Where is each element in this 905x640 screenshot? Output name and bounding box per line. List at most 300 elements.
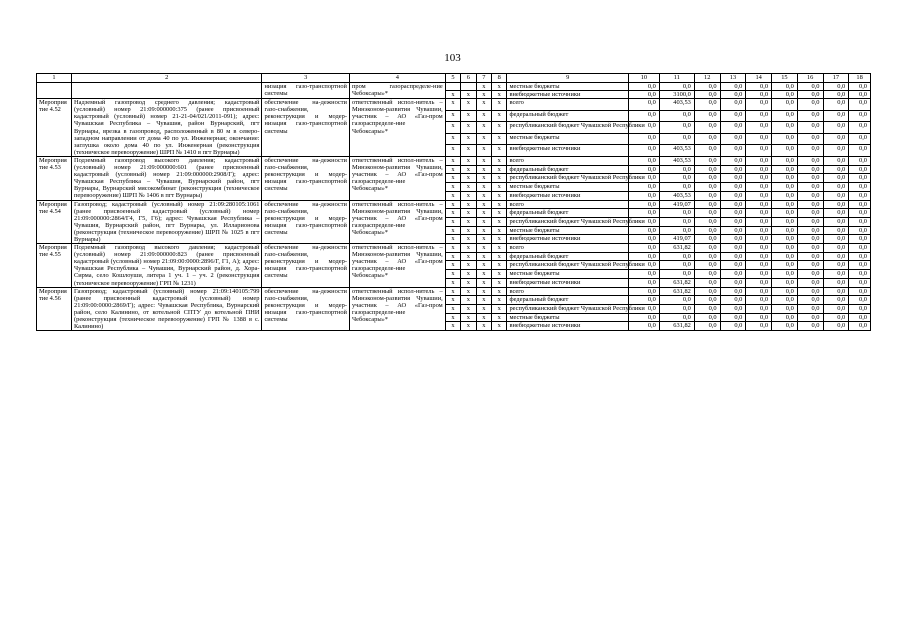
funding-value: 0,0 [849, 83, 871, 91]
funding-value: 0,0 [823, 183, 849, 192]
code-mark: x [445, 235, 460, 244]
funding-value: 0,0 [823, 83, 849, 91]
funding-value: 0,0 [772, 191, 798, 200]
funding-value: 0,0 [823, 261, 849, 270]
funding-value: 0,0 [659, 183, 694, 192]
funding-value: 0,0 [694, 191, 720, 200]
code-mark: x [492, 209, 507, 218]
funding-value: 0,0 [823, 217, 849, 226]
funding-value: 0,0 [628, 226, 659, 235]
column-number: 14 [746, 74, 772, 83]
table-row [37, 244, 871, 253]
funding-value: 0,0 [823, 209, 849, 218]
code-mark: x [476, 133, 491, 145]
code-mark: x [476, 226, 491, 235]
code-mark: x [492, 296, 507, 305]
funding-value: 403,53 [659, 145, 694, 157]
code-mark: x [445, 110, 460, 122]
code-mark: x [445, 252, 460, 261]
funding-value: 0,0 [746, 235, 772, 244]
funding-value: 0,0 [720, 165, 746, 174]
funding-value: 0,0 [694, 296, 720, 305]
funding-value: 0,0 [772, 296, 798, 305]
funding-value: 0,0 [797, 261, 823, 270]
funding-value: 0,0 [628, 174, 659, 183]
code-mark: x [476, 278, 491, 287]
funding-value: 0,0 [772, 305, 798, 314]
funding-source: местные бюджеты [507, 133, 628, 145]
funding-value: 0,0 [628, 191, 659, 200]
code-mark: x [476, 217, 491, 226]
funding-value: 0,0 [823, 165, 849, 174]
code-mark: x [445, 145, 460, 157]
code-mark: x [476, 165, 491, 174]
funding-value: 0,0 [659, 133, 694, 145]
code-mark: x [445, 133, 460, 145]
code-mark: x [461, 305, 476, 314]
code-mark: x [492, 145, 507, 157]
code-mark: x [492, 133, 507, 145]
funding-value: 0,0 [797, 156, 823, 165]
funding-source: республиканский бюджет Чувашской Республики [507, 217, 628, 226]
code-mark: x [476, 156, 491, 165]
code-mark: x [445, 99, 460, 111]
table-row [37, 156, 871, 165]
funding-source: местные бюджеты [507, 313, 628, 322]
funding-value: 0,0 [720, 91, 746, 99]
funding-value: 0,0 [823, 122, 849, 134]
funding-value: 403,53 [659, 156, 694, 165]
funding-source: местные бюджеты [507, 270, 628, 279]
funding-value: 0,0 [746, 200, 772, 209]
funding-value: 0,0 [849, 133, 871, 145]
funding-value: 0,0 [823, 287, 849, 296]
code-mark: x [492, 91, 507, 99]
funding-value: 0,0 [849, 287, 871, 296]
funding-value: 0,0 [720, 83, 746, 91]
code-mark: x [492, 226, 507, 235]
code-mark: x [476, 145, 491, 157]
funding-value: 0,0 [720, 133, 746, 145]
funding-value: 0,0 [720, 156, 746, 165]
code-mark: x [492, 165, 507, 174]
code-mark: x [445, 313, 460, 322]
funding-value: 0,0 [720, 183, 746, 192]
code-mark: x [461, 313, 476, 322]
funding-value: 0,0 [772, 156, 798, 165]
code-mark: x [492, 322, 507, 331]
funding-value: 0,0 [659, 313, 694, 322]
code-mark: x [492, 156, 507, 165]
funding-value: 0,0 [849, 252, 871, 261]
column-number: 17 [823, 74, 849, 83]
code-mark: x [445, 200, 460, 209]
code-mark: x [476, 252, 491, 261]
code-mark: x [492, 191, 507, 200]
funding-value: 0,0 [694, 83, 720, 91]
activity-id: Мероприятие 4.53 [37, 156, 72, 200]
funding-value: 0,0 [694, 217, 720, 226]
funding-value: 0,0 [849, 200, 871, 209]
activity-goal: обеспечение на-дежности газо-снабжения, реконструкция и модер-низация газо-транспортной системы [262, 156, 350, 200]
funding-value: 0,0 [628, 313, 659, 322]
code-mark: x [461, 122, 476, 134]
funding-value: 0,0 [720, 191, 746, 200]
funding-value: 0,0 [659, 261, 694, 270]
funding-value: 0,0 [849, 244, 871, 253]
funding-value: 0,0 [797, 235, 823, 244]
activity-description: Подземный газопровод высокого давления; кадастровый (условный) номер 21:09:000000:601 (ранее присвоенный кадастровый (условный) номер 21:09:000000:2908/Г); адрес: Чувашская Республика – Чувашия, Вурнарский район, пгт Вурнары, Вурнарский мясокомбинат (реконструкция (техническое перевооружение) ШРП № 1406 в пгт Вурнары) [72, 156, 262, 200]
column-number: 8 [492, 74, 507, 83]
funding-value: 0,0 [720, 296, 746, 305]
funding-source: федеральный бюджет [507, 165, 628, 174]
funding-value: 0,0 [720, 235, 746, 244]
code-mark: x [461, 235, 476, 244]
funding-value: 0,0 [746, 209, 772, 218]
funding-value: 0,0 [797, 99, 823, 111]
activity-description: Газопровод; кадастровый (условный) номер 21:09:140105:799 (ранее присвоенный кадастровый (условный) номер 21:09:00:0000:2869/Г); адрес: Чувашская Республика, Вурнарский район, село Калинино, от котельной СПТУ до котельной ПНИ (реконструкция (техническое перевооружение) ГРП № 1388 в с. Калинино) [72, 287, 262, 331]
code-mark: x [445, 261, 460, 270]
table-row [37, 287, 871, 296]
funding-value: 0,0 [772, 165, 798, 174]
funding-value: 0,0 [772, 200, 798, 209]
funding-value: 0,0 [720, 287, 746, 296]
activity-executor: ответственный испол-нитель – Минэконом-развития Чувашии, участник – АО «Газ-пром газораспределе-ние Чебоксары»* [349, 156, 445, 200]
funding-value: 0,0 [694, 261, 720, 270]
funding-value: 0,0 [628, 209, 659, 218]
table-row [37, 83, 871, 91]
code-mark: x [492, 122, 507, 134]
funding-value: 0,0 [772, 252, 798, 261]
funding-value: 0,0 [772, 226, 798, 235]
code-mark: x [492, 200, 507, 209]
code-mark: x [492, 270, 507, 279]
funding-value: 0,0 [694, 133, 720, 145]
activity-description: Надземный газопровод среднего давления; кадастровый (условный) номер 21:09:000000:375 (ранее присвоенный кадастровый (условный) номер 21-21-04/021/2011-091); адрес: Чувашская Республика – Чувашия, район Вурнарский, пгт Вурнары, врезка в газопровод, расположенный в 80 м в северо-западном направлении от дома 40 по ул. Инженерная; окончание: заглушка около дома 40 по ул. Инженерная (реконструкция (техническое перевооружение) ШРП № 1410 в пгт Вурнары) [72, 99, 262, 157]
funding-value: 419,07 [659, 200, 694, 209]
code-mark: x [461, 261, 476, 270]
funding-source: внебюджетные источники [507, 322, 628, 331]
funding-value: 0,0 [746, 99, 772, 111]
code-mark: x [461, 287, 476, 296]
code-mark: x [445, 305, 460, 314]
funding-value: 0,0 [746, 270, 772, 279]
funding-value: 0,0 [772, 145, 798, 157]
funding-value: 0,0 [746, 83, 772, 91]
funding-value: 0,0 [659, 226, 694, 235]
funding-source: всего [507, 99, 628, 111]
column-number: 10 [628, 74, 659, 83]
funding-value: 0,0 [694, 200, 720, 209]
funding-source: федеральный бюджет [507, 209, 628, 218]
activity-description: Газопровод; кадастровый (условный) номер 21:09:280105:1061 (ранее присвоенный кадастровый (условный) номер 21:09:000000:2864/Г4, Г5, Г6); адрес: Чувашская Республика – Чувашия, Вурнарский район, пгт Вурнары, ул. Илларионова (реконструкция (техническое перевооружение) ШРП № 1025 в пгт Вурнары) [72, 200, 262, 244]
funding-value: 0,0 [772, 270, 798, 279]
code-mark: x [492, 217, 507, 226]
column-number: 15 [772, 74, 798, 83]
activity-id: Мероприятие 4.56 [37, 287, 72, 331]
funding-value: 0,0 [694, 305, 720, 314]
funding-value: 0,0 [720, 322, 746, 331]
column-number: 18 [849, 74, 871, 83]
funding-value: 0,0 [628, 252, 659, 261]
code-mark: x [476, 287, 491, 296]
funding-source: республиканский бюджет Чувашской Республики [507, 122, 628, 134]
code-mark: x [476, 110, 491, 122]
code-mark: x [476, 183, 491, 192]
funding-value: 0,0 [797, 165, 823, 174]
code-mark: x [492, 287, 507, 296]
funding-value: 0,0 [720, 174, 746, 183]
code-mark: x [492, 110, 507, 122]
funding-value: 0,0 [694, 278, 720, 287]
funding-value: 0,0 [772, 110, 798, 122]
code-mark: x [492, 174, 507, 183]
funding-value: 403,53 [659, 191, 694, 200]
funding-value: 0,0 [746, 296, 772, 305]
funding-source: федеральный бюджет [507, 110, 628, 122]
funding-value: 0,0 [797, 183, 823, 192]
funding-value: 0,0 [849, 209, 871, 218]
funding-value: 0,0 [628, 145, 659, 157]
funding-value: 0,0 [628, 183, 659, 192]
code-mark: x [461, 270, 476, 279]
code-mark: x [461, 244, 476, 253]
code-mark: x [445, 217, 460, 226]
code-mark: x [492, 305, 507, 314]
column-number: 11 [659, 74, 694, 83]
code-mark: x [492, 278, 507, 287]
funding-value: 403,53 [659, 99, 694, 111]
funding-source: местные бюджеты [507, 226, 628, 235]
code-mark: x [476, 305, 491, 314]
code-mark: x [461, 99, 476, 111]
funding-value: 0,0 [694, 226, 720, 235]
budget-table [36, 73, 871, 331]
funding-value: 0,0 [720, 209, 746, 218]
funding-value: 0,0 [694, 244, 720, 253]
funding-value: 0,0 [694, 270, 720, 279]
funding-value: 0,0 [823, 270, 849, 279]
table-row [37, 99, 871, 111]
funding-value: 0,0 [720, 110, 746, 122]
code-mark: x [461, 278, 476, 287]
funding-value: 0,0 [746, 156, 772, 165]
code-mark: x [492, 235, 507, 244]
activity-id: Мероприятие 4.54 [37, 200, 72, 244]
funding-value: 0,0 [694, 313, 720, 322]
funding-value: 0,0 [797, 133, 823, 145]
code-mark: x [476, 235, 491, 244]
funding-source: местные бюджеты [507, 83, 628, 91]
funding-value: 0,0 [694, 99, 720, 111]
funding-value: 0,0 [772, 313, 798, 322]
code-mark: x [492, 261, 507, 270]
code-mark: x [476, 261, 491, 270]
funding-value: 0,0 [628, 261, 659, 270]
code-mark: x [445, 270, 460, 279]
funding-value: 0,0 [659, 270, 694, 279]
funding-value: 0,0 [694, 110, 720, 122]
funding-value: 0,0 [823, 278, 849, 287]
funding-value: 0,0 [628, 83, 659, 91]
funding-value: 0,0 [628, 244, 659, 253]
funding-value: 0,0 [823, 145, 849, 157]
funding-value: 0,0 [746, 191, 772, 200]
funding-value: 0,0 [849, 191, 871, 200]
funding-value: 0,0 [659, 122, 694, 134]
code-mark: x [461, 145, 476, 157]
code-mark: x [476, 174, 491, 183]
funding-value: 0,0 [628, 156, 659, 165]
funding-value: 0,0 [849, 226, 871, 235]
code-mark: x [476, 296, 491, 305]
code-mark: x [492, 99, 507, 111]
code-mark: x [492, 313, 507, 322]
code-mark: x [445, 322, 460, 331]
code-mark: x [492, 83, 507, 91]
funding-value: 0,0 [772, 91, 798, 99]
funding-value: 0,0 [746, 261, 772, 270]
code-mark: x [492, 244, 507, 253]
column-number: 1 [37, 74, 72, 83]
funding-value: 0,0 [628, 287, 659, 296]
funding-value: 0,0 [849, 278, 871, 287]
funding-value: 0,0 [720, 313, 746, 322]
funding-source: республиканский бюджет Чувашской Республики [507, 305, 628, 314]
funding-value: 0,0 [746, 305, 772, 314]
funding-value: 0,0 [659, 174, 694, 183]
code-mark: x [461, 156, 476, 165]
activity-executor: ответственный испол-нитель – Минэконом-развития Чувашии, участник – АО «Газ-пром газораспределе-ние Чебоксары»* [349, 99, 445, 157]
funding-value: 0,0 [797, 305, 823, 314]
funding-value: 0,0 [823, 252, 849, 261]
funding-value: 0,0 [746, 110, 772, 122]
header-row [37, 74, 871, 83]
executor-cell: пром газораспределе-ние Чебоксары»* [349, 83, 445, 99]
funding-value: 0,0 [659, 217, 694, 226]
goal-cell: низация газо-транспортной системы [262, 83, 350, 99]
funding-value: 0,0 [849, 174, 871, 183]
funding-value: 0,0 [628, 165, 659, 174]
column-number: 13 [720, 74, 746, 83]
funding-value: 0,0 [772, 183, 798, 192]
funding-value: 0,0 [823, 174, 849, 183]
funding-value: 0,0 [694, 156, 720, 165]
funding-value: 0,0 [628, 270, 659, 279]
funding-source: всего [507, 156, 628, 165]
funding-value: 0,0 [628, 200, 659, 209]
funding-value: 0,0 [694, 183, 720, 192]
funding-value: 0,0 [849, 145, 871, 157]
funding-value: 0,0 [659, 305, 694, 314]
funding-value: 0,0 [823, 226, 849, 235]
description-cell [72, 83, 262, 99]
activity-goal: обеспечение на-дежности газо-снабжения, реконструкция и модер-низация газо-транспортной системы [262, 244, 350, 288]
code-mark: x [445, 191, 460, 200]
funding-value: 0,0 [694, 174, 720, 183]
funding-value: 0,0 [772, 122, 798, 134]
activity-description: Подземный газопровод высокого давления; кадастровый (условный) номер 21:09:000000:823 (ранее присвоенный кадастровый (условный) номер 21:09:00:0000:2896/Г, Г1, А); адрес: Чувашская Республика – Чувашия, Вурнарский район, д. Хора-Сирма, село Кошлоуши, литера 1 уч. 1 – уч. 2 (реконструкция (техническое перевооружение) ГРП № 1231) [72, 244, 262, 288]
funding-value: 0,0 [823, 110, 849, 122]
funding-value: 0,0 [797, 122, 823, 134]
column-number: 2 [72, 74, 262, 83]
funding-value: 0,0 [746, 287, 772, 296]
code-mark: x [476, 122, 491, 134]
code-mark: x [476, 209, 491, 218]
funding-value: 0,0 [797, 296, 823, 305]
funding-value: 0,0 [797, 287, 823, 296]
funding-value: 0,0 [797, 313, 823, 322]
funding-value: 0,0 [797, 145, 823, 157]
code-mark: x [445, 296, 460, 305]
funding-value: 0,0 [849, 122, 871, 134]
funding-value: 0,0 [628, 296, 659, 305]
funding-value: 0,0 [746, 174, 772, 183]
funding-value: 0,0 [772, 217, 798, 226]
funding-value: 0,0 [659, 110, 694, 122]
funding-value: 0,0 [720, 99, 746, 111]
funding-value: 631,82 [659, 244, 694, 253]
column-number: 4 [349, 74, 445, 83]
funding-value: 0,0 [628, 278, 659, 287]
funding-value: 0,0 [849, 217, 871, 226]
funding-value: 0,0 [746, 252, 772, 261]
funding-value: 0,0 [720, 261, 746, 270]
funding-source: республиканский бюджет Чувашской Республики [507, 174, 628, 183]
funding-value: 0,0 [797, 200, 823, 209]
funding-value: 0,0 [849, 183, 871, 192]
funding-value: 0,0 [720, 252, 746, 261]
funding-value: 0,0 [797, 174, 823, 183]
column-number: 16 [797, 74, 823, 83]
column-number: 12 [694, 74, 720, 83]
funding-value: 0,0 [720, 122, 746, 134]
code-mark: x [461, 183, 476, 192]
code-mark: x [445, 226, 460, 235]
funding-value: 0,0 [659, 83, 694, 91]
funding-value: 0,0 [772, 174, 798, 183]
code-mark: x [476, 322, 491, 331]
code-mark: x [445, 165, 460, 174]
code-mark: x [492, 183, 507, 192]
code-mark: x [461, 209, 476, 218]
code-mark: x [445, 244, 460, 253]
column-number: 7 [476, 74, 491, 83]
funding-value: 0,0 [628, 133, 659, 145]
funding-value: 0,0 [849, 261, 871, 270]
funding-value: 0,0 [746, 322, 772, 331]
funding-value: 0,0 [720, 244, 746, 253]
funding-value: 0,0 [849, 313, 871, 322]
activity-id: Мероприятие 4.52 [37, 99, 72, 157]
funding-value: 0,0 [849, 305, 871, 314]
funding-value: 0,0 [823, 99, 849, 111]
funding-value: 0,0 [694, 91, 720, 99]
funding-value: 0,0 [797, 191, 823, 200]
funding-value: 0,0 [849, 270, 871, 279]
code-mark: x [461, 165, 476, 174]
code-mark: x [461, 296, 476, 305]
code-mark: x [445, 278, 460, 287]
funding-source: внебюджетные источники [507, 235, 628, 244]
page-number: 103 [444, 52, 461, 64]
funding-value: 0,0 [746, 133, 772, 145]
activity-executor: ответственный испол-нитель – Минэконом-развития Чувашии, участник – АО «Газ-пром газораспределе-ние Чебоксары»* [349, 287, 445, 331]
funding-value: 0,0 [797, 217, 823, 226]
funding-value: 0,0 [772, 99, 798, 111]
funding-value: 0,0 [746, 226, 772, 235]
activity-id: Мероприятие 4.55 [37, 244, 72, 288]
